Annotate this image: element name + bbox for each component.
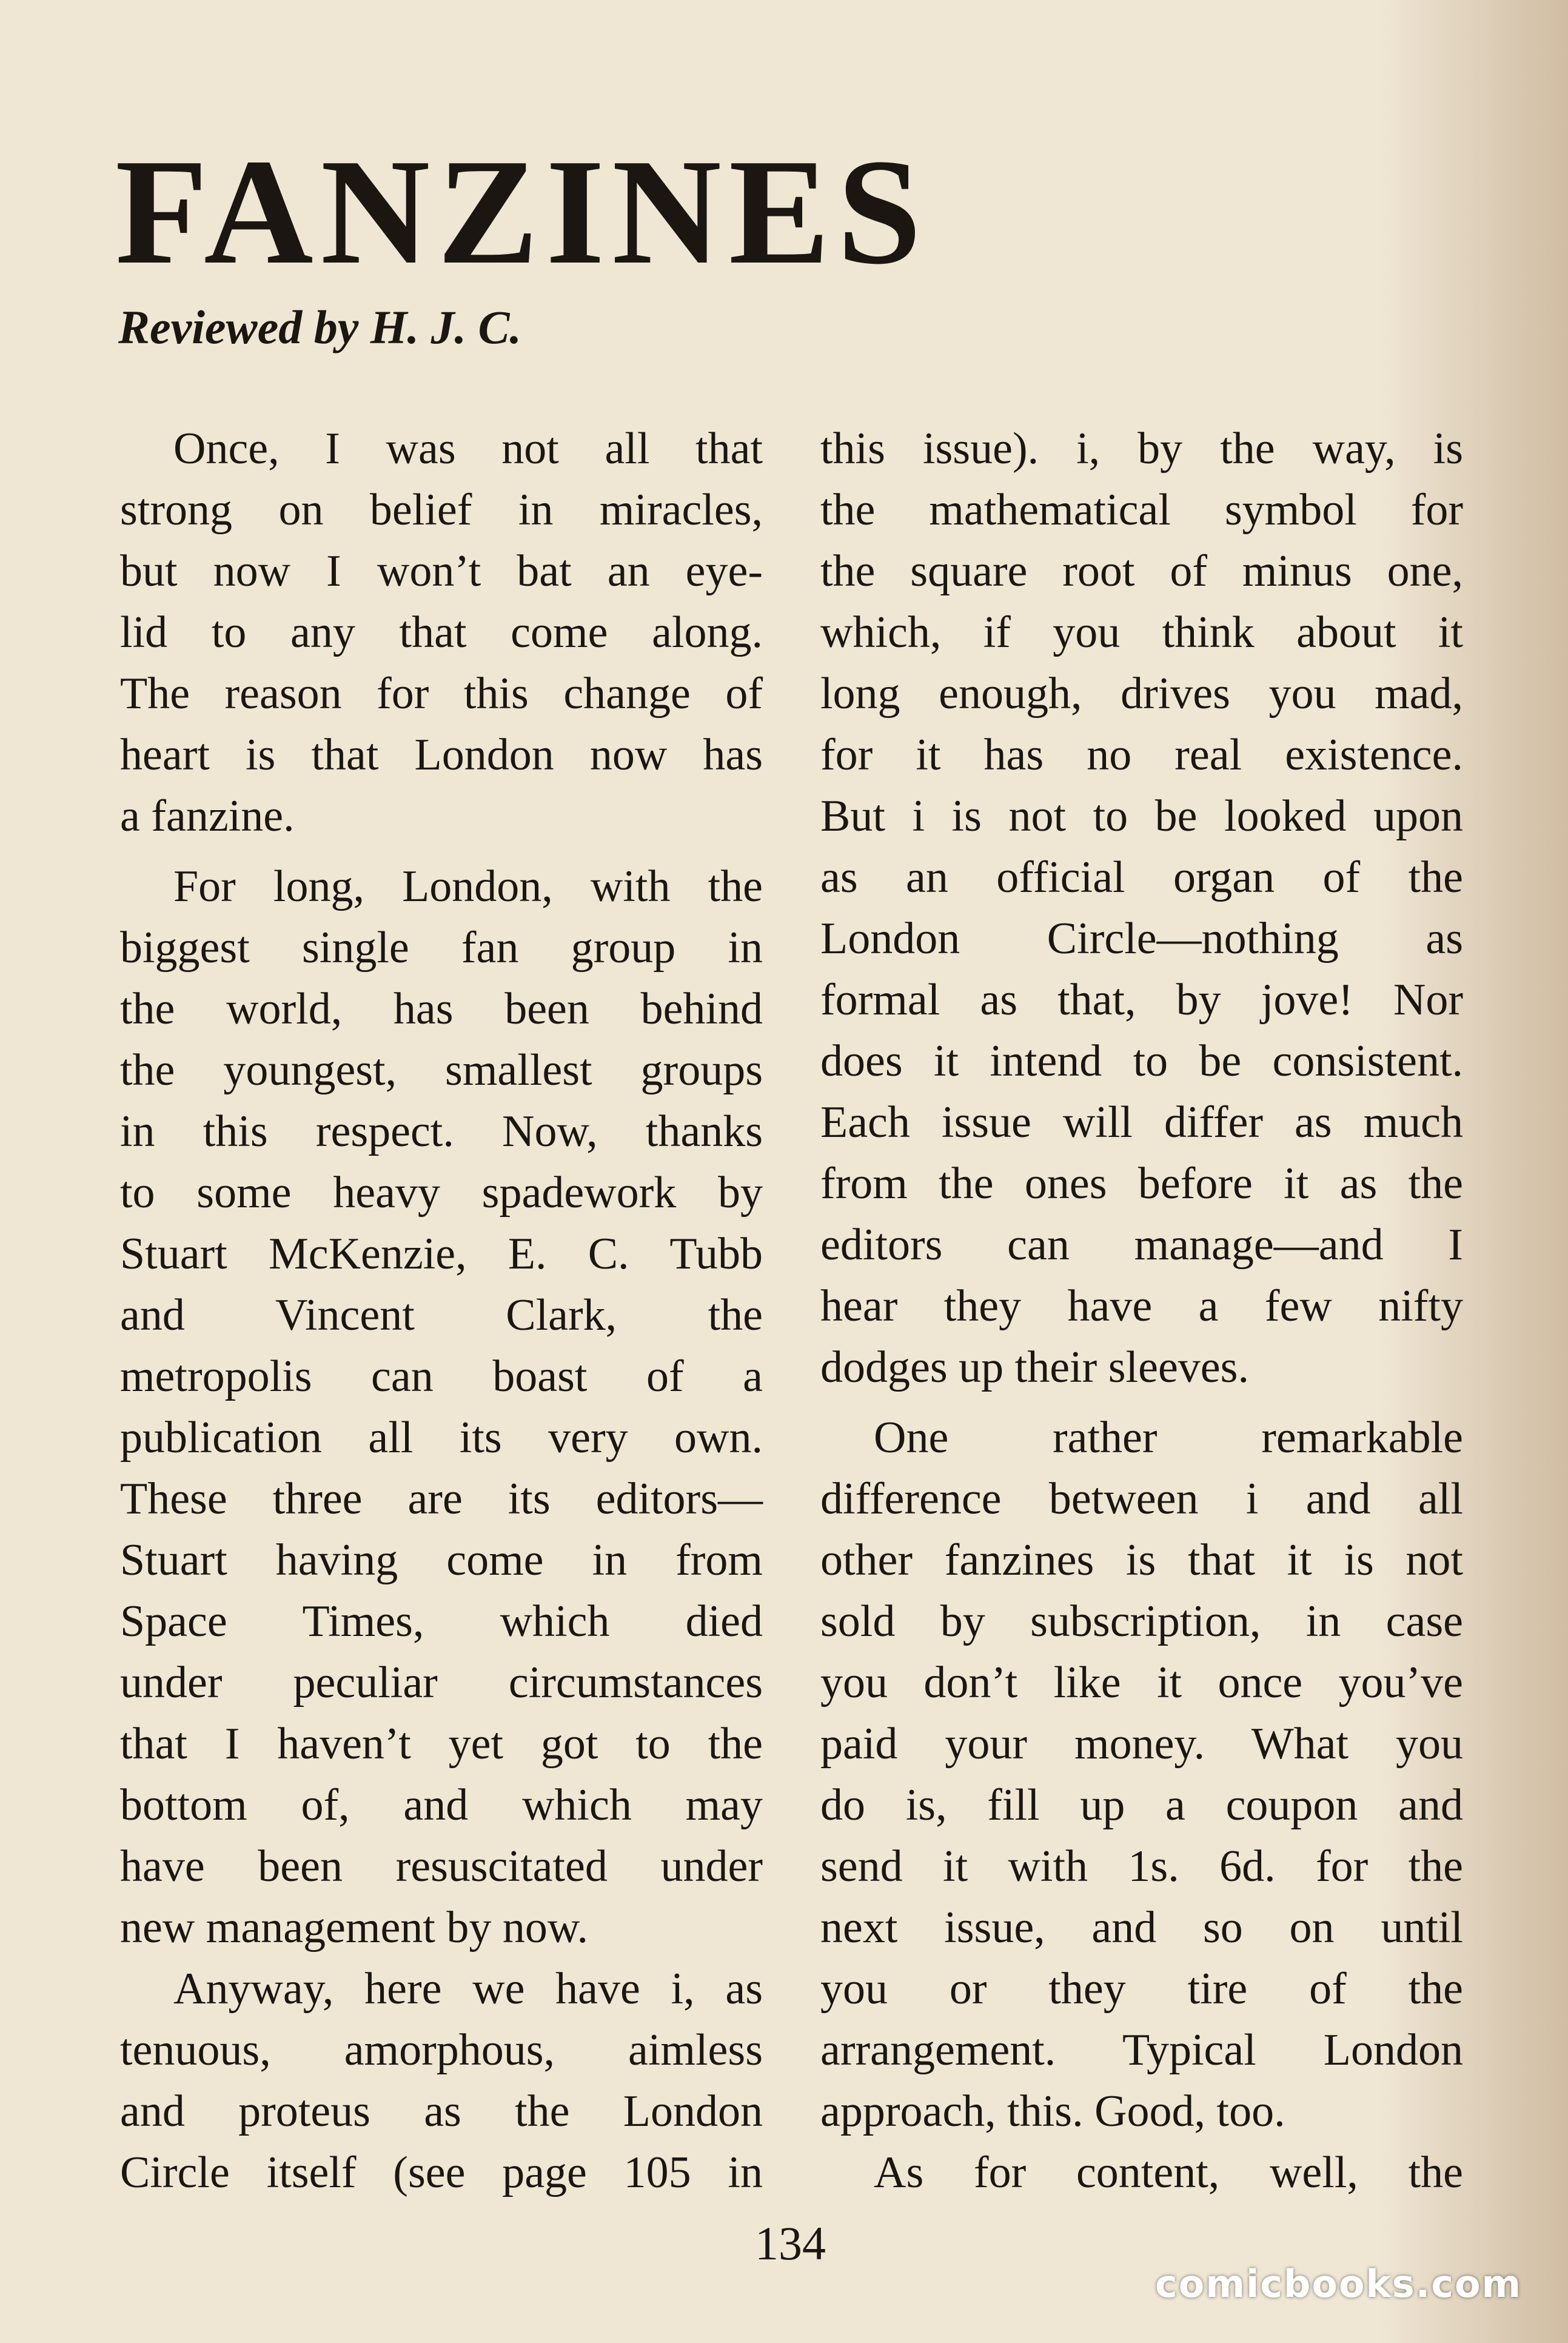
text-line: in this respect. Now, thanks xyxy=(120,1107,763,1156)
text-line: approach, this. Good, too. xyxy=(820,2087,1285,2136)
text-line: These three are its editors— xyxy=(120,1474,763,1524)
text-line: have been resuscitated under xyxy=(120,1842,763,1891)
text-line: that I haven’t yet got to the xyxy=(120,1719,763,1769)
text-line: Stuart McKenzie, E. C. Tubb xyxy=(120,1229,763,1279)
text-line: One rather remarkable xyxy=(874,1413,1463,1463)
watermark: comicbooks.com xyxy=(1155,2262,1523,2306)
text-line: which, if you think about it xyxy=(820,608,1463,657)
text-line: next issue, and so on until xyxy=(820,1903,1463,1952)
text-line: you or they tire of the xyxy=(820,1964,1463,2014)
text-line: Circle itself (see page 105 in xyxy=(120,2148,763,2197)
text-line: the mathematical symbol for xyxy=(820,485,1463,535)
text-line: long enough, drives you mad, xyxy=(820,669,1463,719)
text-line: and Vincent Clark, the xyxy=(120,1290,763,1340)
text-line: The reason for this change of xyxy=(120,669,763,719)
text-line: sold by subscription, in case xyxy=(820,1597,1463,1646)
text-line: Space Times, which died xyxy=(120,1597,763,1646)
text-line: you don’t like it once you’ve xyxy=(820,1658,1463,1708)
text-line: Once, I was not all that xyxy=(173,424,763,474)
text-line: For long, London, with the xyxy=(173,862,763,911)
text-line: as an official organ of the xyxy=(820,853,1463,902)
article-byline: Reviewed by H. J. C. xyxy=(118,301,522,354)
text-line: the square root of minus one, xyxy=(820,546,1463,596)
text-line: hear they have a few nifty xyxy=(820,1281,1463,1331)
text-line: to some heavy spadework by xyxy=(120,1168,763,1218)
text-line: and proteus as the London xyxy=(120,2087,763,2136)
text-line: do is, fill up a coupon and xyxy=(820,1780,1463,1830)
text-line: biggest single fan group in xyxy=(120,923,763,973)
text-line: under peculiar circumstances xyxy=(120,1658,763,1708)
text-line: for it has no real existence. xyxy=(820,730,1463,780)
text-line: As for content, well, the xyxy=(874,2148,1463,2197)
text-line: dodges up their sleeves. xyxy=(820,1342,1249,1392)
text-line: London Circle—nothing as xyxy=(820,914,1463,964)
text-line: the world, has been behind xyxy=(120,984,763,1034)
text-line: publication all its very own. xyxy=(120,1413,763,1463)
text-line: Each issue will differ as much xyxy=(820,1098,1463,1147)
article-title: FANZINES xyxy=(115,128,929,296)
text-line: bottom of, and which may xyxy=(120,1780,763,1830)
text-line: send it with 1s. 6d. for the xyxy=(820,1842,1463,1891)
text-line: does it intend to be consistent. xyxy=(820,1036,1463,1086)
page-number: 134 xyxy=(755,2217,826,2270)
text-line: arrangement. Typical London xyxy=(820,2025,1463,2075)
text-line: heart is that London now has xyxy=(120,730,763,780)
left-column xyxy=(120,418,763,2204)
text-line: a fanzine. xyxy=(120,791,295,841)
text-line: metropolis can boast of a xyxy=(120,1352,763,1401)
text-line: But i is not to be looked upon xyxy=(820,791,1463,841)
text-line: from the ones before it as the xyxy=(820,1159,1463,1208)
text-line: Stuart having come in from xyxy=(120,1535,763,1585)
text-line: new management by now. xyxy=(120,1903,588,1952)
text-line: other fanzines is that it is not xyxy=(820,1535,1463,1585)
text-line: Anyway, here we have i, as xyxy=(173,1964,763,2014)
text-line: this issue). i, by the way, is xyxy=(820,424,1463,474)
text-line: the youngest, smallest groups xyxy=(120,1045,763,1095)
right-column xyxy=(820,418,1463,2204)
text-line: strong on belief in miracles, xyxy=(120,485,763,535)
text-line: formal as that, by jove! Nor xyxy=(820,975,1463,1025)
text-line: tenuous, amorphous, aimless xyxy=(120,2025,763,2075)
text-line: but now I won’t bat an eye- xyxy=(120,546,763,596)
text-line: difference between i and all xyxy=(820,1474,1463,1524)
text-line: paid your money. What you xyxy=(820,1719,1463,1769)
text-line: lid to any that come along. xyxy=(120,608,763,657)
text-line: editors can manage—and I xyxy=(820,1220,1463,1270)
